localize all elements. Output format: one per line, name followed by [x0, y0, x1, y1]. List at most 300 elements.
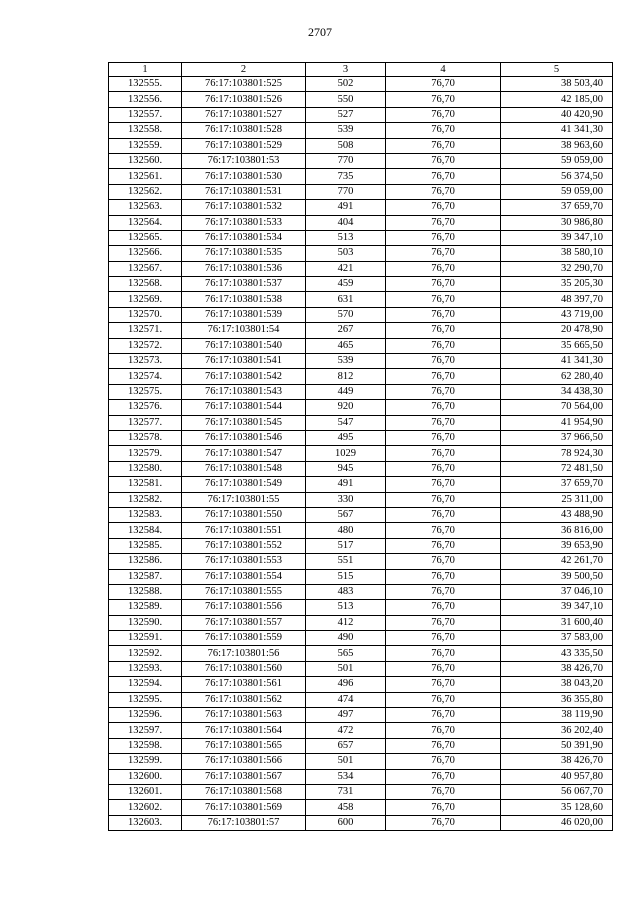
area-cell: 483: [306, 584, 386, 599]
row-number-cell: 132602.: [109, 800, 182, 815]
area-cell: 508: [306, 138, 386, 153]
table-row: [109, 523, 613, 538]
row-number-cell: 132600.: [109, 769, 182, 784]
cadastral-number-cell: 76:17:103801:546: [182, 430, 306, 445]
area-cell: 547: [306, 415, 386, 430]
area-cell: 600: [306, 815, 386, 830]
table-row: [109, 400, 613, 415]
rate-cell: 76,70: [386, 507, 501, 522]
cadastral-number-cell: 76:17:103801:539: [182, 307, 306, 322]
value-cell: 62 280,40: [501, 369, 613, 384]
cadastral-number-cell: 76:17:103801:56: [182, 646, 306, 661]
area-cell: 513: [306, 230, 386, 245]
area-cell: 458: [306, 800, 386, 815]
area-cell: 459: [306, 277, 386, 292]
cadastral-number-cell: 76:17:103801:533: [182, 215, 306, 230]
cadastral-number-cell: 76:17:103801:525: [182, 77, 306, 92]
table-row: [109, 538, 613, 553]
area-cell: 515: [306, 569, 386, 584]
row-number-cell: 132577.: [109, 415, 182, 430]
header-row: [109, 63, 613, 77]
table-row: [109, 554, 613, 569]
data-table: [108, 62, 613, 831]
table-row: [109, 477, 613, 492]
value-cell: 78 924,30: [501, 446, 613, 461]
row-number-cell: 132591.: [109, 631, 182, 646]
table-row: [109, 738, 613, 753]
value-cell: 42 185,00: [501, 92, 613, 107]
area-cell: 1029: [306, 446, 386, 461]
area-cell: 495: [306, 430, 386, 445]
table-row: [109, 77, 613, 92]
row-number-cell: 132574.: [109, 369, 182, 384]
value-cell: 37 659,70: [501, 200, 613, 215]
row-number-cell: 132558.: [109, 123, 182, 138]
value-cell: 59 059,00: [501, 153, 613, 168]
table-row: [109, 492, 613, 507]
area-cell: 770: [306, 184, 386, 199]
table-row: [109, 723, 613, 738]
value-cell: 39 347,10: [501, 230, 613, 245]
table-row: [109, 169, 613, 184]
table-row: [109, 261, 613, 276]
value-cell: 38 426,70: [501, 661, 613, 676]
rate-cell: 76,70: [386, 446, 501, 461]
rate-cell: 76,70: [386, 215, 501, 230]
cadastral-number-cell: 76:17:103801:542: [182, 369, 306, 384]
rate-cell: 76,70: [386, 184, 501, 199]
rate-cell: 76,70: [386, 615, 501, 630]
area-cell: 491: [306, 200, 386, 215]
row-number-cell: 132587.: [109, 569, 182, 584]
cadastral-number-cell: 76:17:103801:552: [182, 538, 306, 553]
table-row: [109, 569, 613, 584]
row-number-cell: 132596.: [109, 708, 182, 723]
table-row: [109, 153, 613, 168]
rate-cell: 76,70: [386, 92, 501, 107]
row-number-cell: 132556.: [109, 92, 182, 107]
area-cell: 503: [306, 246, 386, 261]
area-cell: 812: [306, 369, 386, 384]
cadastral-number-cell: 76:17:103801:555: [182, 584, 306, 599]
row-number-cell: 132575.: [109, 384, 182, 399]
cadastral-number-cell: 76:17:103801:549: [182, 477, 306, 492]
rate-cell: 76,70: [386, 800, 501, 815]
value-cell: 70 564,00: [501, 400, 613, 415]
row-number-cell: 132576.: [109, 400, 182, 415]
cadastral-number-cell: 76:17:103801:532: [182, 200, 306, 215]
table-row: [109, 354, 613, 369]
value-cell: 38 963,60: [501, 138, 613, 153]
table-header: [109, 63, 613, 77]
table-row: [109, 446, 613, 461]
area-cell: 551: [306, 554, 386, 569]
cadastral-number-cell: 76:17:103801:543: [182, 384, 306, 399]
row-number-cell: 132555.: [109, 77, 182, 92]
value-cell: 42 261,70: [501, 554, 613, 569]
cadastral-number-cell: 76:17:103801:540: [182, 338, 306, 353]
area-cell: 501: [306, 661, 386, 676]
rate-cell: 76,70: [386, 692, 501, 707]
row-number-cell: 132568.: [109, 277, 182, 292]
table-row: [109, 430, 613, 445]
rate-cell: 76,70: [386, 661, 501, 676]
area-cell: 920: [306, 400, 386, 415]
value-cell: 41 341,30: [501, 354, 613, 369]
value-cell: 56 374,50: [501, 169, 613, 184]
row-number-cell: 132561.: [109, 169, 182, 184]
rate-cell: 76,70: [386, 123, 501, 138]
row-number-cell: 132595.: [109, 692, 182, 707]
row-number-cell: 132563.: [109, 200, 182, 215]
area-cell: 421: [306, 261, 386, 276]
cadastral-number-cell: 76:17:103801:563: [182, 708, 306, 723]
area-cell: 631: [306, 292, 386, 307]
row-number-cell: 132578.: [109, 430, 182, 445]
cadastral-number-cell: 76:17:103801:559: [182, 631, 306, 646]
rate-cell: 76,70: [386, 292, 501, 307]
rate-cell: 76,70: [386, 754, 501, 769]
rate-cell: 76,70: [386, 677, 501, 692]
column-header-2: 2: [182, 63, 306, 77]
value-cell: 37 583,00: [501, 631, 613, 646]
cadastral-number-cell: 76:17:103801:554: [182, 569, 306, 584]
rate-cell: 76,70: [386, 584, 501, 599]
rate-cell: 76,70: [386, 538, 501, 553]
area-cell: 539: [306, 354, 386, 369]
area-cell: 480: [306, 523, 386, 538]
row-number-cell: 132588.: [109, 584, 182, 599]
cadastral-number-cell: 76:17:103801:530: [182, 169, 306, 184]
value-cell: 30 986,80: [501, 215, 613, 230]
row-number-cell: 132582.: [109, 492, 182, 507]
area-cell: 517: [306, 538, 386, 553]
rate-cell: 76,70: [386, 307, 501, 322]
cadastral-number-cell: 76:17:103801:561: [182, 677, 306, 692]
rate-cell: 76,70: [386, 138, 501, 153]
row-number-cell: 132581.: [109, 477, 182, 492]
value-cell: 43 488,90: [501, 507, 613, 522]
table-row: [109, 138, 613, 153]
cadastral-number-cell: 76:17:103801:568: [182, 784, 306, 799]
value-cell: 32 290,70: [501, 261, 613, 276]
value-cell: 25 311,00: [501, 492, 613, 507]
cadastral-number-cell: 76:17:103801:531: [182, 184, 306, 199]
value-cell: 48 397,70: [501, 292, 613, 307]
table-row: [109, 754, 613, 769]
cadastral-number-cell: 76:17:103801:527: [182, 107, 306, 122]
rate-cell: 76,70: [386, 77, 501, 92]
row-number-cell: 132562.: [109, 184, 182, 199]
value-cell: 36 355,80: [501, 692, 613, 707]
table-row: [109, 230, 613, 245]
table-row: [109, 584, 613, 599]
cadastral-number-cell: 76:17:103801:538: [182, 292, 306, 307]
cadastral-number-cell: 76:17:103801:545: [182, 415, 306, 430]
rate-cell: 76,70: [386, 153, 501, 168]
value-cell: 39 653,90: [501, 538, 613, 553]
area-cell: 330: [306, 492, 386, 507]
row-number-cell: 132593.: [109, 661, 182, 676]
rate-cell: 76,70: [386, 261, 501, 276]
row-number-cell: 132583.: [109, 507, 182, 522]
column-header-1: 1: [109, 63, 182, 77]
rate-cell: 76,70: [386, 400, 501, 415]
table-row: [109, 461, 613, 476]
row-number-cell: 132559.: [109, 138, 182, 153]
table-row: [109, 646, 613, 661]
cadastral-number-cell: 76:17:103801:55: [182, 492, 306, 507]
rate-cell: 76,70: [386, 200, 501, 215]
area-cell: 570: [306, 307, 386, 322]
cadastral-number-cell: 76:17:103801:556: [182, 600, 306, 615]
table-row: [109, 277, 613, 292]
table-row: [109, 784, 613, 799]
rate-cell: 76,70: [386, 169, 501, 184]
cadastral-number-cell: 76:17:103801:535: [182, 246, 306, 261]
table-row: [109, 338, 613, 353]
area-cell: 472: [306, 723, 386, 738]
cadastral-number-cell: 76:17:103801:54: [182, 323, 306, 338]
value-cell: 43 335,50: [501, 646, 613, 661]
rate-cell: 76,70: [386, 415, 501, 430]
value-cell: 50 391,90: [501, 738, 613, 753]
rate-cell: 76,70: [386, 708, 501, 723]
value-cell: 39 500,50: [501, 569, 613, 584]
value-cell: 38 580,10: [501, 246, 613, 261]
value-cell: 41 341,30: [501, 123, 613, 138]
cadastral-number-cell: 76:17:103801:536: [182, 261, 306, 276]
column-header-5: 5: [501, 63, 613, 77]
value-cell: 38 503,40: [501, 77, 613, 92]
value-cell: 35 205,30: [501, 277, 613, 292]
row-number-cell: 132598.: [109, 738, 182, 753]
row-number-cell: 132590.: [109, 615, 182, 630]
rate-cell: 76,70: [386, 492, 501, 507]
area-cell: 496: [306, 677, 386, 692]
table-row: [109, 507, 613, 522]
row-number-cell: 132573.: [109, 354, 182, 369]
value-cell: 41 954,90: [501, 415, 613, 430]
rate-cell: 76,70: [386, 107, 501, 122]
area-cell: 404: [306, 215, 386, 230]
row-number-cell: 132586.: [109, 554, 182, 569]
row-number-cell: 132580.: [109, 461, 182, 476]
cadastral-number-cell: 76:17:103801:557: [182, 615, 306, 630]
table-row: [109, 200, 613, 215]
rate-cell: 76,70: [386, 323, 501, 338]
value-cell: 40 420,90: [501, 107, 613, 122]
area-cell: 539: [306, 123, 386, 138]
cadastral-number-cell: 76:17:103801:551: [182, 523, 306, 538]
row-number-cell: 132557.: [109, 107, 182, 122]
area-cell: 731: [306, 784, 386, 799]
area-cell: 534: [306, 769, 386, 784]
value-cell: 31 600,40: [501, 615, 613, 630]
value-cell: 35 128,60: [501, 800, 613, 815]
table-row: [109, 615, 613, 630]
rate-cell: 76,70: [386, 784, 501, 799]
rate-cell: 76,70: [386, 461, 501, 476]
area-cell: 465: [306, 338, 386, 353]
row-number-cell: 132603.: [109, 815, 182, 830]
cadastral-number-cell: 76:17:103801:566: [182, 754, 306, 769]
value-cell: 38 043,20: [501, 677, 613, 692]
area-cell: 735: [306, 169, 386, 184]
row-number-cell: 132584.: [109, 523, 182, 538]
table-row: [109, 708, 613, 723]
rate-cell: 76,70: [386, 738, 501, 753]
cadastral-number-cell: 76:17:103801:550: [182, 507, 306, 522]
rate-cell: 76,70: [386, 477, 501, 492]
rate-cell: 76,70: [386, 338, 501, 353]
table-row: [109, 692, 613, 707]
row-number-cell: 132565.: [109, 230, 182, 245]
table-row: [109, 292, 613, 307]
value-cell: 37 966,50: [501, 430, 613, 445]
value-cell: 46 020,00: [501, 815, 613, 830]
area-cell: 565: [306, 646, 386, 661]
table-row: [109, 92, 613, 107]
area-cell: 497: [306, 708, 386, 723]
table-row: [109, 815, 613, 830]
area-cell: 770: [306, 153, 386, 168]
area-cell: 491: [306, 477, 386, 492]
rate-cell: 76,70: [386, 230, 501, 245]
row-number-cell: 132585.: [109, 538, 182, 553]
table-row: [109, 631, 613, 646]
table-row: [109, 215, 613, 230]
table-row: [109, 661, 613, 676]
area-cell: 474: [306, 692, 386, 707]
row-number-cell: 132601.: [109, 784, 182, 799]
area-cell: 412: [306, 615, 386, 630]
area-cell: 502: [306, 77, 386, 92]
table-row: [109, 107, 613, 122]
value-cell: 59 059,00: [501, 184, 613, 199]
row-number-cell: 132564.: [109, 215, 182, 230]
rate-cell: 76,70: [386, 569, 501, 584]
row-number-cell: 132592.: [109, 646, 182, 661]
rate-cell: 76,70: [386, 246, 501, 261]
area-cell: 657: [306, 738, 386, 753]
rate-cell: 76,70: [386, 277, 501, 292]
cadastral-number-cell: 76:17:103801:57: [182, 815, 306, 830]
column-header-4: 4: [386, 63, 501, 77]
value-cell: 40 957,80: [501, 769, 613, 784]
value-cell: 37 659,70: [501, 477, 613, 492]
rate-cell: 76,70: [386, 554, 501, 569]
cadastral-number-cell: 76:17:103801:565: [182, 738, 306, 753]
value-cell: 34 438,30: [501, 384, 613, 399]
cadastral-number-cell: 76:17:103801:569: [182, 800, 306, 815]
row-number-cell: 132572.: [109, 338, 182, 353]
rate-cell: 76,70: [386, 369, 501, 384]
table-row: [109, 123, 613, 138]
area-cell: 567: [306, 507, 386, 522]
area-cell: 945: [306, 461, 386, 476]
area-cell: 550: [306, 92, 386, 107]
table-row: [109, 600, 613, 615]
cadastral-number-cell: 76:17:103801:567: [182, 769, 306, 784]
row-number-cell: 132566.: [109, 246, 182, 261]
area-cell: 490: [306, 631, 386, 646]
cadastral-number-cell: 76:17:103801:560: [182, 661, 306, 676]
table-body: [109, 77, 613, 831]
cadastral-number-cell: 76:17:103801:541: [182, 354, 306, 369]
cadastral-number-cell: 76:17:103801:562: [182, 692, 306, 707]
rate-cell: 76,70: [386, 430, 501, 445]
cadastral-number-cell: 76:17:103801:526: [182, 92, 306, 107]
area-cell: 527: [306, 107, 386, 122]
value-cell: 36 202,40: [501, 723, 613, 738]
cadastral-number-cell: 76:17:103801:53: [182, 153, 306, 168]
table-row: [109, 415, 613, 430]
value-cell: 38 119,90: [501, 708, 613, 723]
page-number: 2707: [308, 25, 332, 39]
row-number-cell: 132579.: [109, 446, 182, 461]
area-cell: 513: [306, 600, 386, 615]
value-cell: 39 347,10: [501, 600, 613, 615]
row-number-cell: 132594.: [109, 677, 182, 692]
cadastral-number-cell: 76:17:103801:529: [182, 138, 306, 153]
cadastral-number-cell: 76:17:103801:544: [182, 400, 306, 415]
table-row: [109, 323, 613, 338]
value-cell: 43 719,00: [501, 307, 613, 322]
area-cell: 501: [306, 754, 386, 769]
rate-cell: 76,70: [386, 631, 501, 646]
value-cell: 36 816,00: [501, 523, 613, 538]
rate-cell: 76,70: [386, 384, 501, 399]
rate-cell: 76,70: [386, 600, 501, 615]
table-row: [109, 384, 613, 399]
value-cell: 56 067,70: [501, 784, 613, 799]
table-row: [109, 184, 613, 199]
table-row: [109, 677, 613, 692]
row-number-cell: 132589.: [109, 600, 182, 615]
cadastral-number-cell: 76:17:103801:547: [182, 446, 306, 461]
rate-cell: 76,70: [386, 354, 501, 369]
table-row: [109, 369, 613, 384]
rate-cell: 76,70: [386, 769, 501, 784]
value-cell: 38 426,70: [501, 754, 613, 769]
row-number-cell: 132599.: [109, 754, 182, 769]
area-cell: 449: [306, 384, 386, 399]
table-row: [109, 800, 613, 815]
row-number-cell: 132569.: [109, 292, 182, 307]
row-number-cell: 132571.: [109, 323, 182, 338]
cadastral-number-cell: 76:17:103801:548: [182, 461, 306, 476]
cadastral-number-cell: 76:17:103801:564: [182, 723, 306, 738]
table-row: [109, 246, 613, 261]
cadastral-number-cell: 76:17:103801:534: [182, 230, 306, 245]
rate-cell: 76,70: [386, 815, 501, 830]
table-row: [109, 307, 613, 322]
cadastral-number-cell: 76:17:103801:528: [182, 123, 306, 138]
row-number-cell: 132567.: [109, 261, 182, 276]
column-header-3: 3: [306, 63, 386, 77]
cadastral-number-cell: 76:17:103801:553: [182, 554, 306, 569]
cadastral-number-cell: 76:17:103801:537: [182, 277, 306, 292]
area-cell: 267: [306, 323, 386, 338]
rate-cell: 76,70: [386, 523, 501, 538]
row-number-cell: 132597.: [109, 723, 182, 738]
rate-cell: 76,70: [386, 646, 501, 661]
value-cell: 72 481,50: [501, 461, 613, 476]
value-cell: 37 046,10: [501, 584, 613, 599]
row-number-cell: 132560.: [109, 153, 182, 168]
row-number-cell: 132570.: [109, 307, 182, 322]
